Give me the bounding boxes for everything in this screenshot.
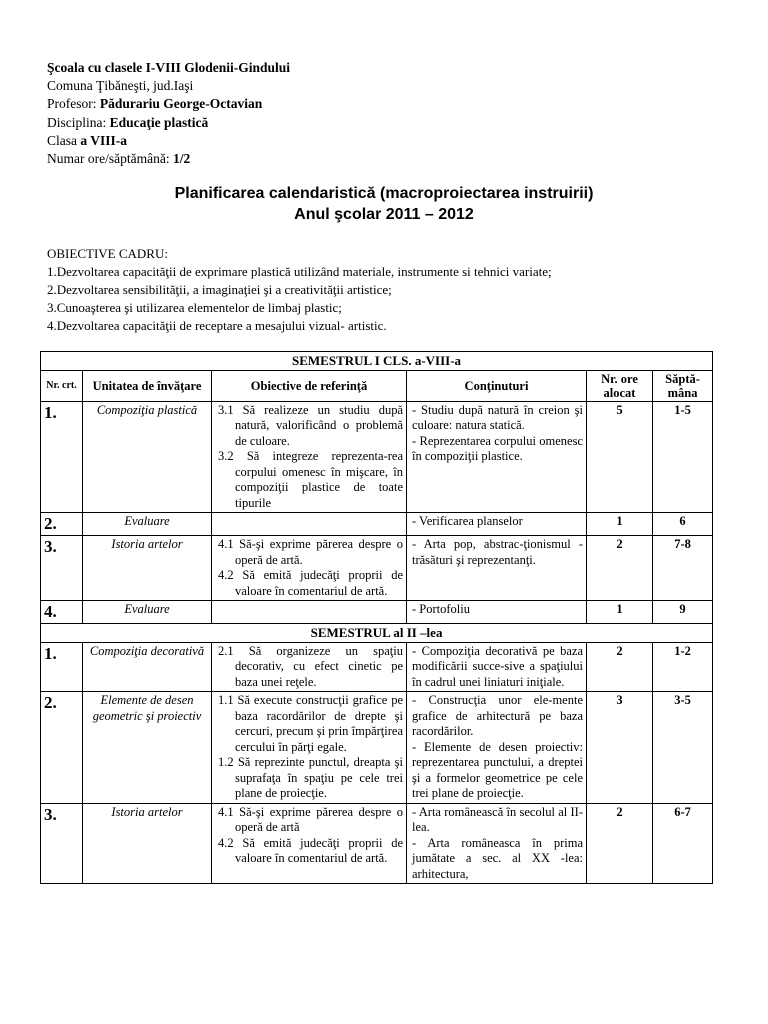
- reference-objectives: [212, 401, 407, 513]
- semester-1-title: SEMESTRUL I CLS. a-VIII-a: [41, 352, 713, 371]
- col-nr-header: Nr. crt.: [41, 370, 83, 401]
- row-number: 3.: [41, 803, 83, 884]
- learning-unit: Istoria artelor: [83, 803, 212, 884]
- hours-allocated: 5: [587, 401, 653, 513]
- row-number: 3.: [41, 536, 83, 601]
- col-hours-header: Nr. ore alocat: [587, 370, 653, 401]
- col-contents-header: Conţinuturi: [407, 370, 587, 401]
- contents: [407, 642, 587, 692]
- table-row: [41, 536, 713, 601]
- hours-allocated: 3: [587, 692, 653, 804]
- contents: [407, 536, 587, 601]
- semester-2-header-row: [41, 624, 713, 643]
- table-row: [41, 642, 713, 692]
- hours-allocated: 1: [587, 513, 653, 536]
- teacher-line: Profesor: Pădurariu George-Octavian: [47, 96, 263, 112]
- objective-text: 1.1 Să execute construcţii grafice pe baza racordărilor de drepte şi cercuri, precum şi prin împărţirea cercului în părţi egale.: [218, 693, 403, 754]
- objective-item: 4.Dezvoltarea capacităţii de receptare a mesajului vizual- artistic.: [47, 318, 387, 333]
- learning-unit: Compoziţia decorativă: [83, 642, 212, 692]
- contents: [407, 692, 587, 804]
- week-range: 7-8: [653, 536, 713, 601]
- title-line-2: Anul şcolar 2011 – 2012: [294, 206, 474, 223]
- class-line: Clasa a VIII-a: [47, 132, 128, 148]
- table-row: [41, 401, 713, 513]
- reference-objectives: [212, 536, 407, 601]
- content-text: - Compoziţia decorativă pe baza modificării succe-sive a spaţiului în cadrul unei liniaturi iniţiale.: [412, 643, 583, 689]
- week-range: 1-2: [653, 642, 713, 692]
- objective-text: 3.2 Să integreze reprezenta-rea corpului omenesc în mişcare, în compoziţii plastice de toate tipurile: [218, 449, 403, 510]
- document-header: [47, 59, 290, 168]
- school-name: Şcoala cu clasele I-VIII Glodenii-Gindului: [47, 60, 291, 75]
- table-row: [41, 513, 713, 536]
- contents: [407, 803, 587, 884]
- semester-1-header-row: [41, 352, 713, 371]
- hours-allocated: 1: [587, 601, 653, 624]
- objective-item: 2.Dezvoltarea sensibilităţii, a imaginaţiei şi a creativităţii artistice;: [47, 282, 392, 297]
- week-range: 6-7: [653, 803, 713, 884]
- reference-objectives: [212, 803, 407, 884]
- contents: [407, 513, 587, 536]
- objective-text: 4.1 Să-şi exprime părerea despre o operă de artă: [218, 804, 403, 834]
- col-unit-header: Unitatea de învăţare: [83, 370, 212, 401]
- subject-line: Disciplina: Educaţie plastică: [47, 114, 209, 130]
- hours-line: Numar ore/săptămână: 1/2: [47, 151, 191, 167]
- content-text: - Arta româneasca în prima jumătate a sec. al XX -lea: arhitectura,: [412, 835, 583, 881]
- reference-objectives: [212, 692, 407, 804]
- reference-objectives: [212, 513, 407, 536]
- objective-text: 2.1 Să organizeze un spaţiu decorativ, cu efect cinetic pe baza unei reţele.: [218, 643, 403, 689]
- semester-2-title: SEMESTRUL al II –lea: [41, 624, 713, 643]
- row-number: 4.: [41, 601, 83, 624]
- week-range: 3-5: [653, 692, 713, 804]
- row-number: 2.: [41, 513, 83, 536]
- learning-unit: Evaluare: [83, 513, 212, 536]
- table-row: [41, 692, 713, 804]
- content-text: - Portofoliu: [412, 602, 470, 616]
- col-objectives-header: Obiective de referinţă: [212, 370, 407, 401]
- objective-text: 3.1 Să realizeze un studiu după natură, valorificând o problemă de culoare.: [218, 402, 403, 448]
- content-text: - Construcţia unor ele-mente grafice de arhitectură pe baza racordărilor.: [412, 693, 583, 738]
- table-row: [41, 601, 713, 624]
- content-text: - Arta românească în secolul al II-lea.: [412, 804, 583, 834]
- document-title: [0, 183, 768, 225]
- content-text: - Arta pop, abstrac-ţionismul - trăsături şi reprezentanţi.: [412, 537, 583, 567]
- objective-text: 1.2 Să reprezinte punctul, dreapta şi suprafaţa în spaţiu pe cele trei plane de proiecţie.: [218, 755, 403, 800]
- planning-table-body: [41, 352, 713, 884]
- hours-allocated: 2: [587, 536, 653, 601]
- learning-unit: Elemente de desen geometric şi proiectiv: [83, 692, 212, 804]
- column-header-row: [41, 370, 713, 401]
- hours-allocated: 2: [587, 803, 653, 884]
- learning-unit: Compoziţia plastică: [83, 401, 212, 513]
- content-text: - Reprezentarea corpului omenesc în compoziţii plastice.: [412, 433, 583, 463]
- contents: [407, 401, 587, 513]
- week-range: 6: [653, 513, 713, 536]
- framework-objectives: [47, 245, 552, 335]
- week-range: 9: [653, 601, 713, 624]
- learning-unit: Istoria artelor: [83, 536, 212, 601]
- reference-objectives: [212, 601, 407, 624]
- commune: Comuna Ţibăneşti, jud.Iaşi: [47, 78, 194, 94]
- row-number: 1.: [41, 401, 83, 513]
- content-text: - Elemente de desen proiectiv: reprezentarea punctului, a dreptei şi a formelor geometrice pe cele trei plane de proiecţie.: [412, 739, 583, 800]
- objectives-heading: OBIECTIVE CADRU:: [47, 246, 168, 261]
- objective-text: 4.2 Să emită judecăţi proprii de valoare în comentariul de artă.: [218, 835, 403, 865]
- hours-allocated: 2: [587, 642, 653, 692]
- content-text: - Verificarea planselor: [412, 514, 523, 528]
- planning-table: [40, 351, 713, 884]
- objective-item: 1.Dezvoltarea capacităţii de exprimare plastică utilizând materiale, instrumente si tehnici variate;: [47, 264, 552, 279]
- content-text: - Studiu după natură în creion şi culoare: natura statică.: [412, 402, 583, 432]
- row-number: 1.: [41, 642, 83, 692]
- row-number: 2.: [41, 692, 83, 804]
- col-week-header: Săptă-mâna: [653, 370, 713, 401]
- learning-unit: Evaluare: [83, 601, 212, 624]
- objective-item: 3.Cunoaşterea şi utilizarea elementelor de limbaj plastic;: [47, 300, 342, 315]
- reference-objectives: [212, 642, 407, 692]
- objective-text: 4.2 Să emită judecăţi proprii de valoare în comentariul de artă.: [218, 568, 403, 598]
- title-line-1: Planificarea calendaristică (macroproiectarea instruirii): [174, 185, 594, 202]
- contents: [407, 601, 587, 624]
- week-range: 1-5: [653, 401, 713, 513]
- objective-text: 4.1 Să-şi exprime părerea despre o operă de artă.: [218, 537, 403, 567]
- table-row: [41, 803, 713, 884]
